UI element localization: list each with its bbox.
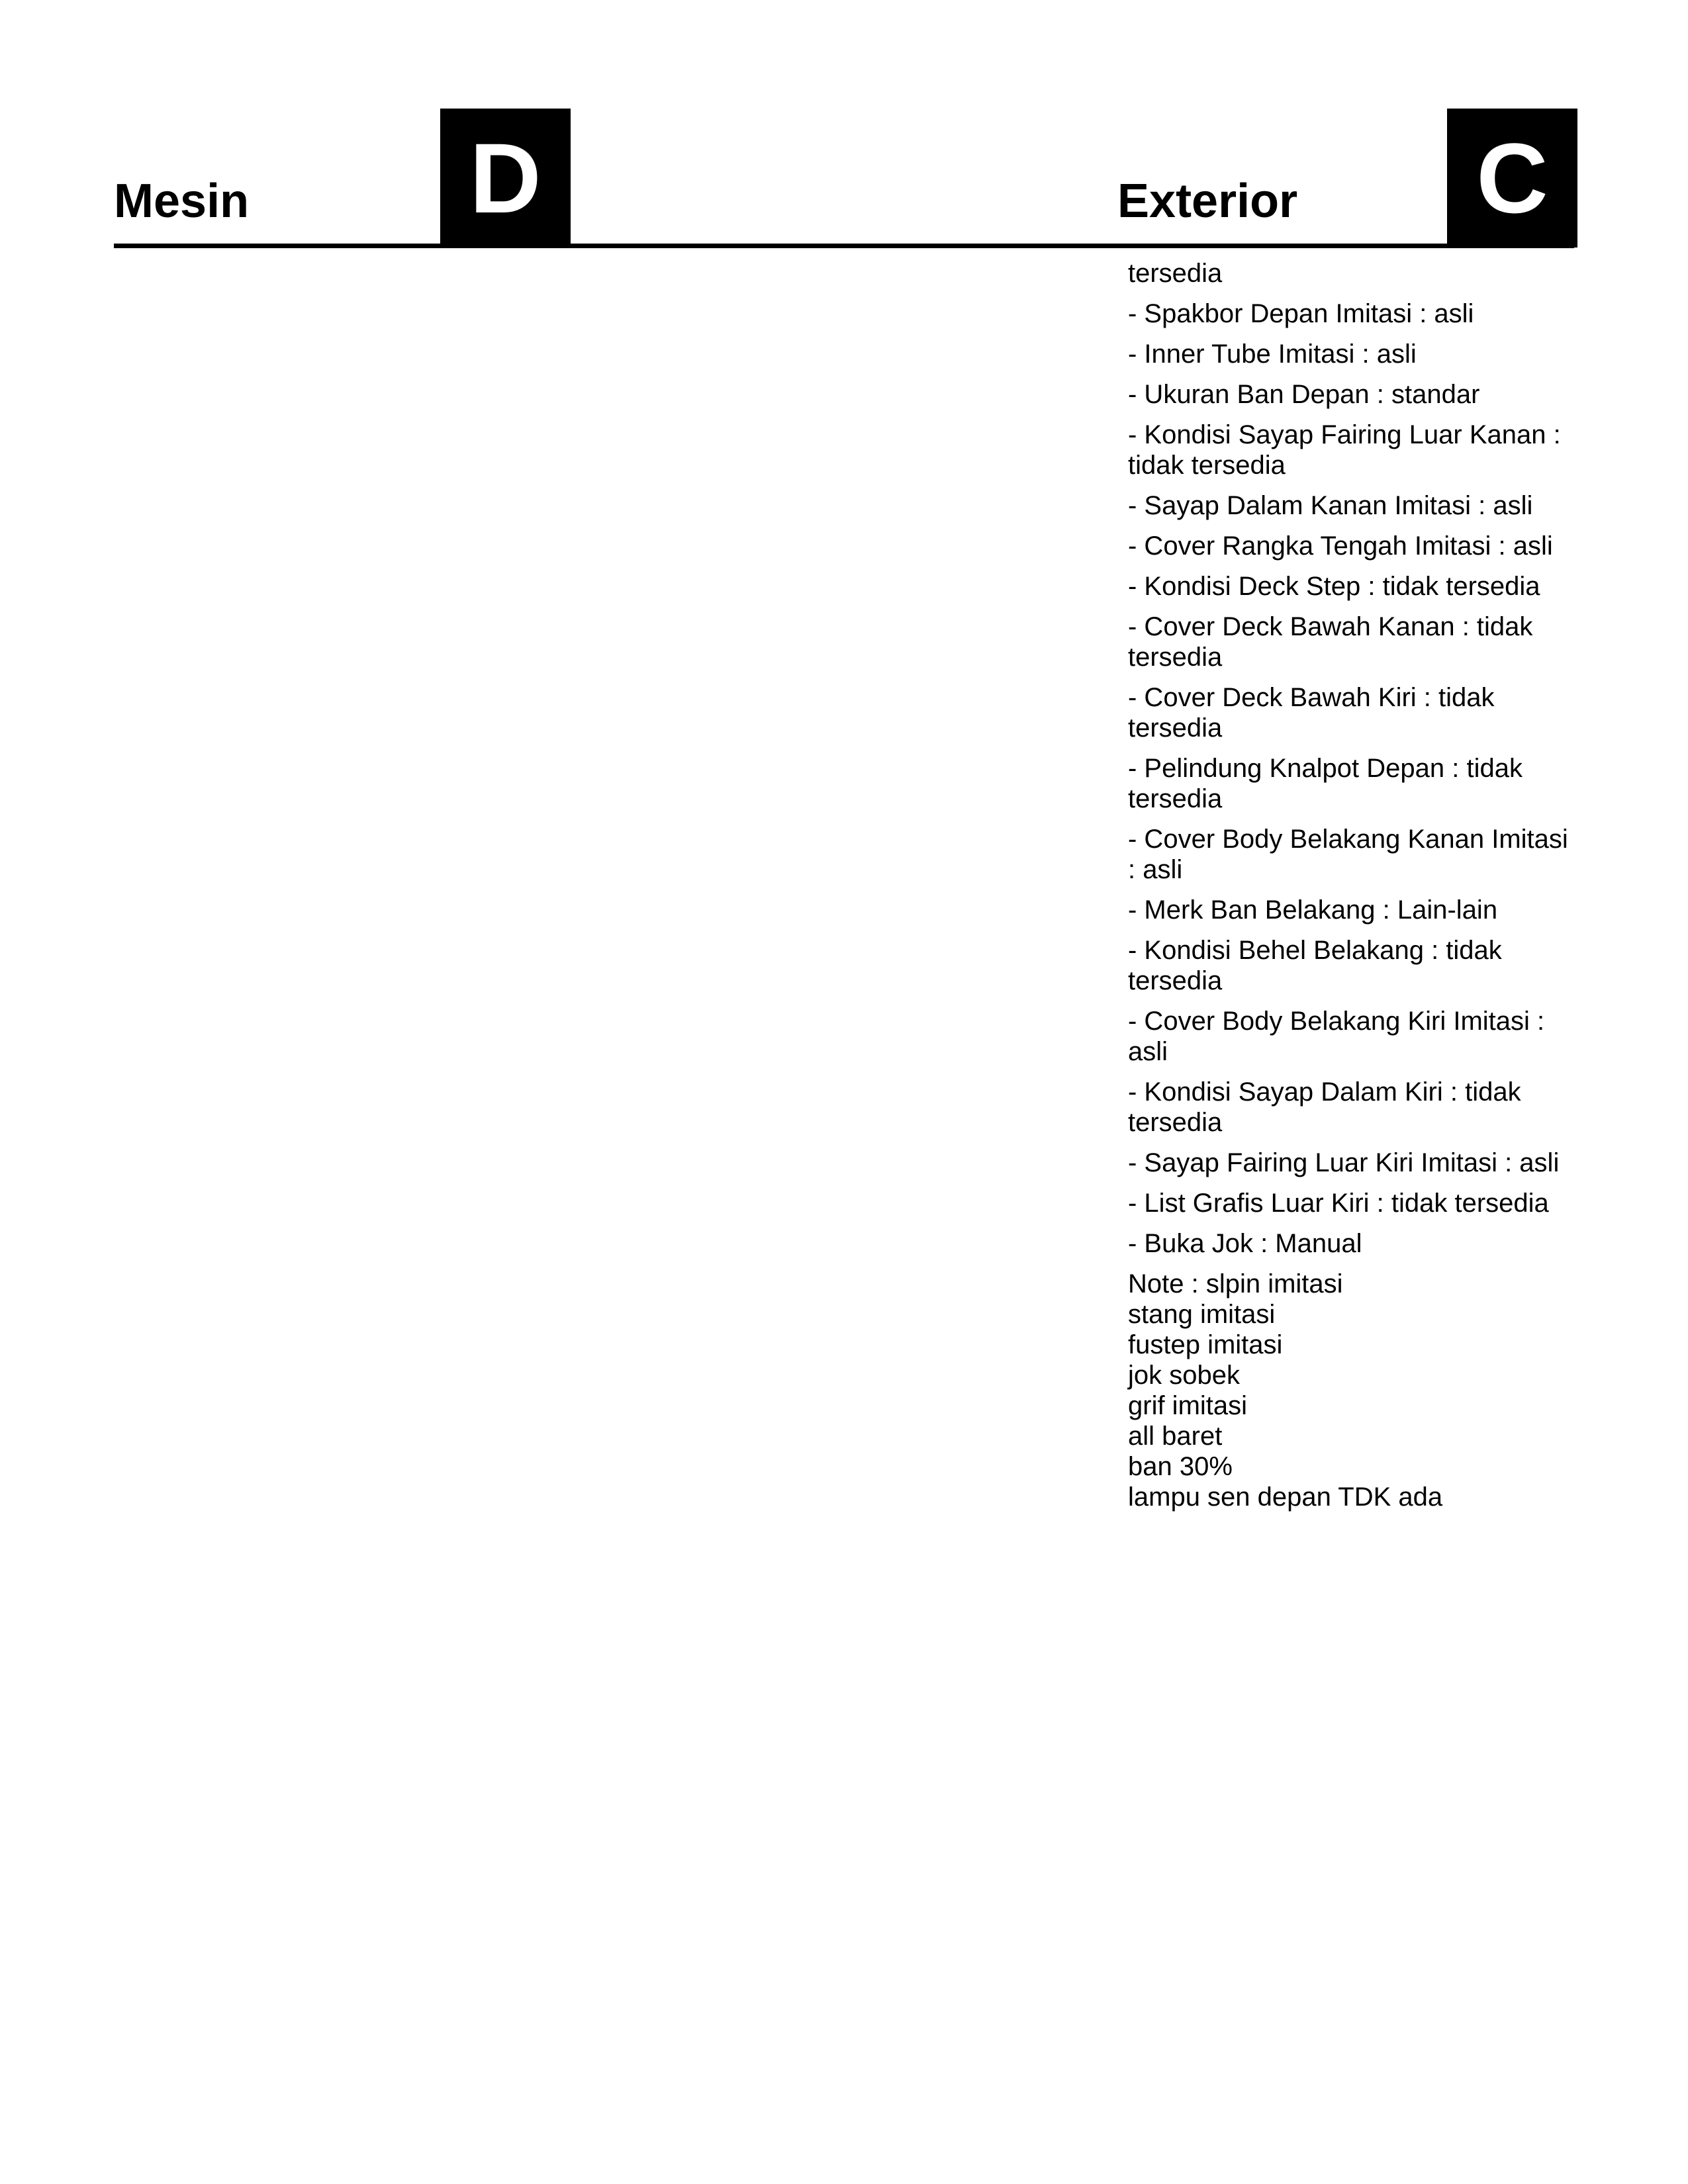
exterior-item: - Buka Jok : Manual [1128,1229,1362,1258]
exterior-item: - Sayap Dalam Kanan Imitasi : asli [1128,491,1533,520]
exterior-item: - List Grafis Luar Kiri : tidak tersedia [1128,1189,1549,1218]
exterior-item: - Ukuran Ban Depan : standar [1128,380,1480,409]
exterior-continuation-text: tersedia [1128,259,1223,288]
exterior-item: - Cover Rangka Tengah Imitasi : asli [1128,531,1553,561]
exterior-section-title: Exterior [1117,175,1298,228]
exterior-item: - Cover Body Belakang Kiri Imitasi : asli [1128,1007,1545,1066]
note-line: all baret [1128,1422,1223,1451]
exterior-item: - Pelindung Knalpot Depan : tidak tersedia [1128,754,1523,813]
exterior-item: - Inner Tube Imitasi : asli [1128,340,1417,369]
exterior-grade-badge: C [1447,109,1577,248]
exterior-item: - Kondisi Sayap Dalam Kiri : tidak tersedia [1128,1077,1521,1137]
note-line: Note : slpin imitasi [1128,1269,1343,1298]
exterior-item: - Sayap Fairing Luar Kiri Imitasi : asli [1128,1148,1560,1177]
exterior-note [1128,1269,1571,1512]
exterior-item-list [1128,258,1571,1512]
exterior-item: - Kondisi Sayap Fairing Luar Kanan : tidak tersedia [1128,420,1561,480]
exterior-item: - Cover Deck Bawah Kanan : tidak tersedia [1128,612,1533,672]
exterior-item: - Kondisi Deck Step : tidak tersedia [1128,572,1540,601]
note-line: lampu sen depan TDK ada [1128,1482,1443,1512]
exterior-item: - Kondisi Behel Belakang : tidak tersedia [1128,936,1502,995]
note-line: grif imitasi [1128,1391,1248,1420]
note-line: ban 30% [1128,1452,1233,1481]
note-line: fustep imitasi [1128,1330,1283,1359]
exterior-item: - Merk Ban Belakang : Lain-lain [1128,895,1498,925]
exterior-item: - Spakbor Depan Imitasi : asli [1128,299,1474,328]
mesin-section-title: Mesin [114,175,250,228]
note-line: jok sobek [1128,1361,1240,1390]
mesin-divider [114,244,1170,248]
mesin-grade-badge: D [440,109,571,248]
note-line: stang imitasi [1128,1300,1276,1329]
exterior-item: - Cover Body Belakang Kanan Imitasi : asli [1128,825,1568,884]
exterior-item: - Cover Deck Bawah Kiri : tidak tersedia [1128,683,1495,743]
